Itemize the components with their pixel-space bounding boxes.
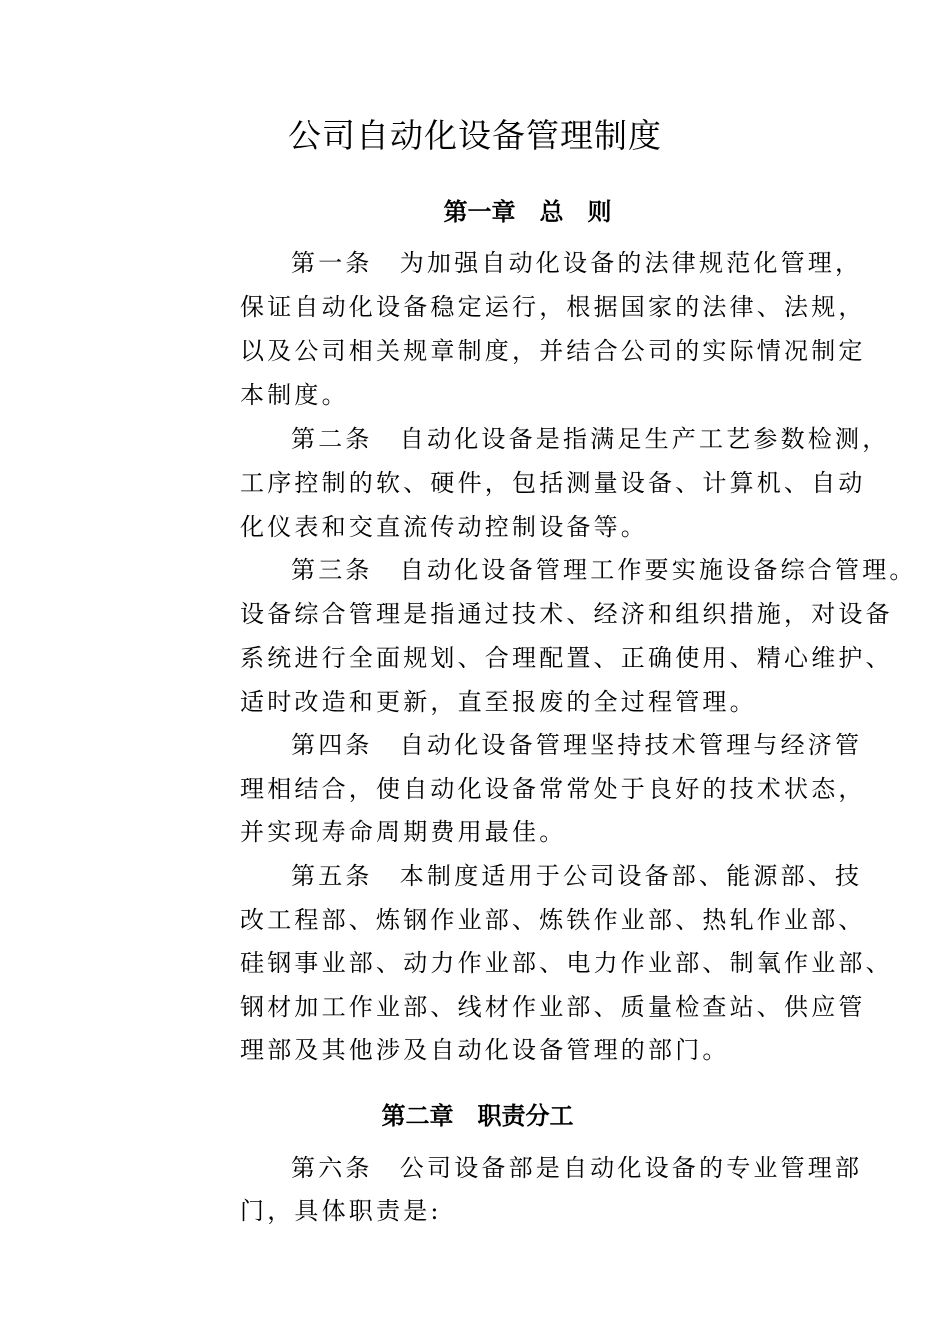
article-2-line-2: 工序控制的软、硬件，包括测量设备、计算机、自动 [240, 469, 866, 497]
article-3-line-3: 系统进行全面规划、合理配置、正确使用、精心维护、 [240, 644, 893, 672]
article-4-line-2: 理相结合，使自动化设备常常处于良好的技术状态， [240, 775, 866, 803]
article-1-line-4: 本制度。 [240, 381, 349, 409]
article-5-line-2: 改工程部、炼钢作业部、炼铁作业部、热轧作业部、 [240, 906, 866, 934]
article-4-line-1: 第四条 自动化设备管理坚持技术管理与经济管 [291, 731, 863, 759]
article-4-line-3: 并实现寿命周期费用最佳。 [240, 818, 567, 846]
document-title: 公司自动化设备管理制度 [288, 116, 662, 155]
article-5-line-3: 硅钢事业部、动力作业部、电力作业部、制氧作业部、 [240, 949, 893, 977]
article-1-line-3: 以及公司相关规章制度，并结合公司的实际情况制定 [240, 337, 866, 365]
article-5-line-5: 理部及其他涉及自动化设备管理的部门。 [240, 1036, 730, 1064]
article-1-line-1: 第一条 为加强自动化设备的法律规范化管理， [291, 249, 863, 277]
article-5-line-4: 钢材加工作业部、线材作业部、质量检查站、供应管 [240, 993, 866, 1021]
chapter-2-heading: 第二章 职责分工 [381, 1102, 574, 1130]
article-6-line-2: 门，具体职责是: [240, 1197, 442, 1225]
article-6-line-1: 第六条 公司设备部是自动化设备的专业管理部 [291, 1154, 863, 1182]
chapter-1-heading: 第一章 总 则 [443, 198, 612, 226]
article-5-line-1: 第五条 本制度适用于公司设备部、能源部、技 [291, 862, 863, 890]
article-2-line-1: 第二条 自动化设备是指满足生产工艺参数检测， [291, 425, 890, 453]
article-1-line-2: 保证自动化设备稳定运行，根据国家的法律、法规， [240, 293, 866, 321]
article-3-line-1: 第三条 自动化设备管理工作要实施设备综合管理。 [291, 556, 917, 584]
article-3-line-2: 设备综合管理是指通过技术、经济和组织措施，对设备 [240, 600, 893, 628]
article-2-line-3: 化仪表和交直流传动控制设备等。 [240, 513, 648, 541]
article-3-line-4: 适时改造和更新，直至报废的全过程管理。 [240, 688, 757, 716]
